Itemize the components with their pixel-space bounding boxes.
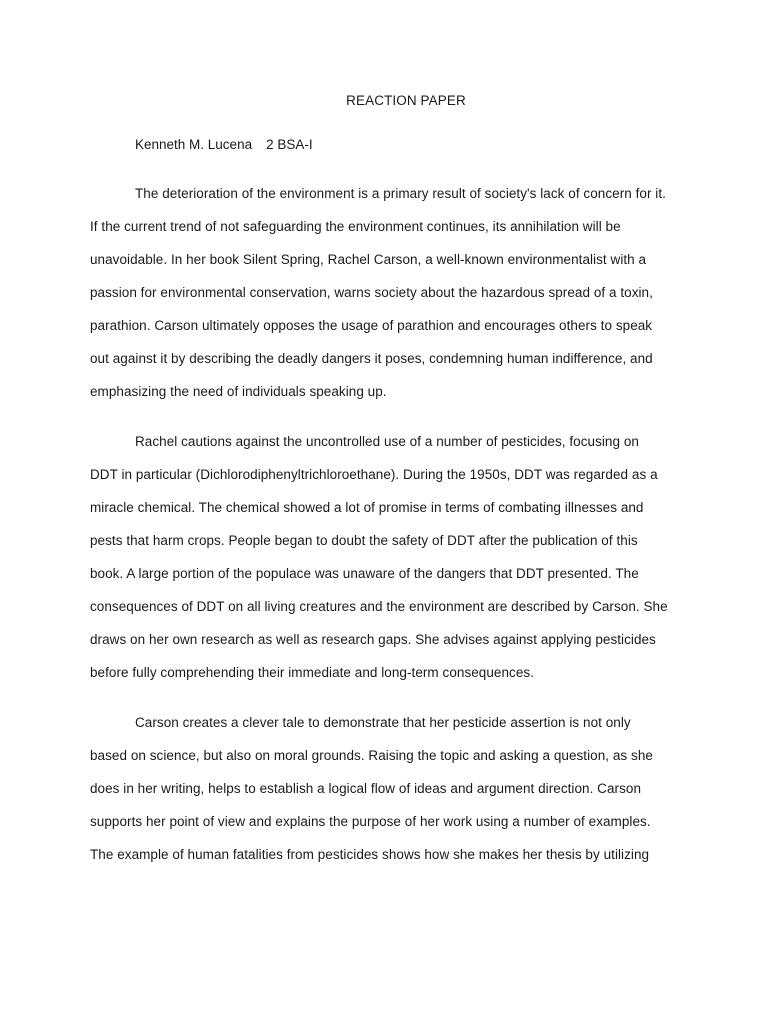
paragraph-2 (90, 432, 690, 696)
text-line: miracle chemical. The chemical showed a lot of promise in terms of combating illnesses and (90, 500, 644, 515)
text-line: parathion. Carson ultimately opposes the usage of parathion and encourages others to speak (90, 318, 653, 333)
text-line: book. A large portion of the populace was unaware of the dangers that DDT presented. The (90, 566, 639, 581)
text-line: supports her point of view and explains the purpose of her work using a number of examples. (90, 814, 651, 829)
text-line: Carson creates a clever tale to demonstrate that her pesticide assertion is not only (135, 715, 631, 730)
text-line: unavoidable. In her book Silent Spring, Rachel Carson, a well-known environmentalist with a (90, 252, 647, 267)
body-text (90, 184, 690, 895)
text-line: out against it by describing the deadly dangers it poses, condemning human indifference, and (90, 351, 653, 366)
text-line: Rachel cautions against the uncontrolled use of a number of pesticides, focusing on (135, 434, 639, 449)
text-line: emphasizing the need of individuals speaking up. (90, 384, 387, 399)
text-line: If the current trend of not safeguarding the environment continues, its annihilation will be (90, 219, 621, 234)
paper-title: REACTION PAPER (346, 93, 466, 108)
text-line: DDT in particular (Dichlorodiphenyltrichloroethane). During the 1950s, DDT was regarded as a (90, 467, 658, 482)
text-line: draws on her own research as well as research gaps. She advises against applying pesticides (90, 632, 656, 647)
text-line: before fully comprehending their immediate and long-term consequences. (90, 665, 534, 680)
text-line: The example of human fatalities from pesticides shows how she makes her thesis by utilizing (90, 847, 650, 862)
text-line: does in her writing, helps to establish a logical flow of ideas and argument direction. Carson (90, 781, 642, 796)
paragraph-1 (90, 184, 690, 415)
text-line: The deterioration of the environment is a primary result of society's lack of concern for it. (135, 186, 666, 201)
author-name: Kenneth M. Lucena (135, 137, 253, 152)
text-line: consequences of DDT on all living creatures and the environment are described by Carson. She (90, 599, 668, 614)
text-line: pests that harm crops. People began to doubt the safety of DDT after the publication of this (90, 533, 638, 548)
text-line: passion for environmental conservation, warns society about the hazardous spread of a toxin, (90, 285, 653, 300)
text-line: based on science, but also on moral grounds. Raising the topic and asking a question, as she (90, 748, 653, 763)
paragraph-3 (90, 713, 690, 878)
class-code: 2 BSA-I (266, 137, 313, 152)
author-line (135, 135, 313, 155)
